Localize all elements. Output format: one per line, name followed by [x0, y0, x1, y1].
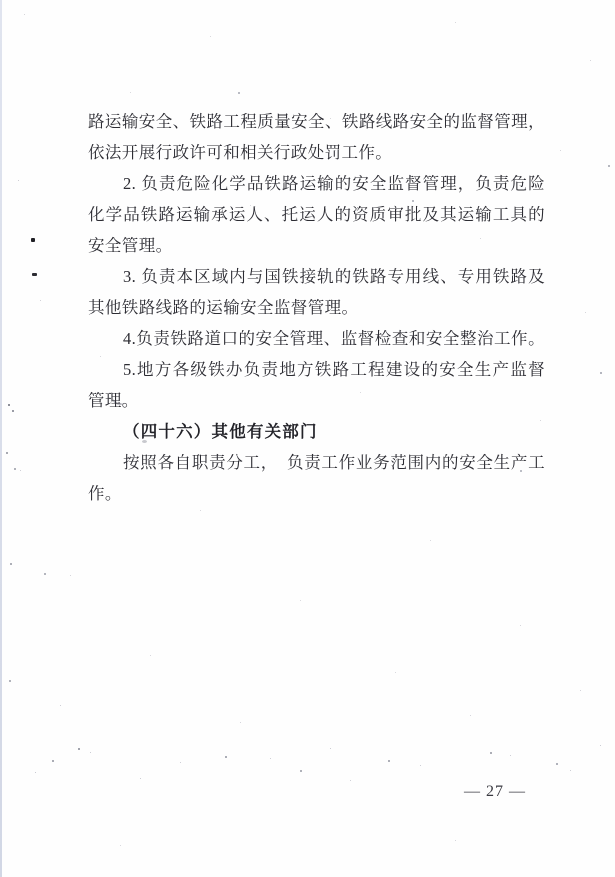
document-body [88, 106, 545, 509]
scan-edge-line [0, 0, 2, 877]
ink-speck [31, 238, 35, 242]
text-line: 3. 负责本区域内与国铁接轨的铁路专用线、专用铁路及 [123, 267, 545, 286]
ink-speck [32, 273, 37, 276]
text-line: 2. 负责危险化学品铁路运输的安全监督管理，负责危险 [123, 174, 545, 193]
text-line: 依法开展行政许可和相关行政处罚工作。 [88, 143, 393, 162]
text-line: 5.地方各级铁办负责地方铁路工程建设的安全生产监督 [123, 360, 545, 379]
text-line: 路运输安全、铁路工程质量安全、铁路线路安全的监督管理， [88, 112, 545, 131]
text-line: 化学品铁路运输承运人、托运人的资质审批及其运输工具的 [88, 205, 545, 224]
text-line: 4.负责铁路道口的安全管理、监督检查和安全整治工作。 [123, 329, 545, 348]
text-line: 按照各自职责分工， 负责工作业务范围内的安全生产工 [123, 453, 545, 472]
text-line: 安全管理。 [88, 236, 173, 255]
text-line: 其他铁路线路的运输安全监督管理。 [88, 298, 359, 317]
section-heading: （四十六）其他有关部门 [123, 422, 318, 441]
page-number: — 27 — [464, 783, 526, 800]
text-line: 作。 [88, 484, 122, 503]
text-line: 管理。 [88, 391, 139, 410]
scan-noise [0, 0, 2, 2]
